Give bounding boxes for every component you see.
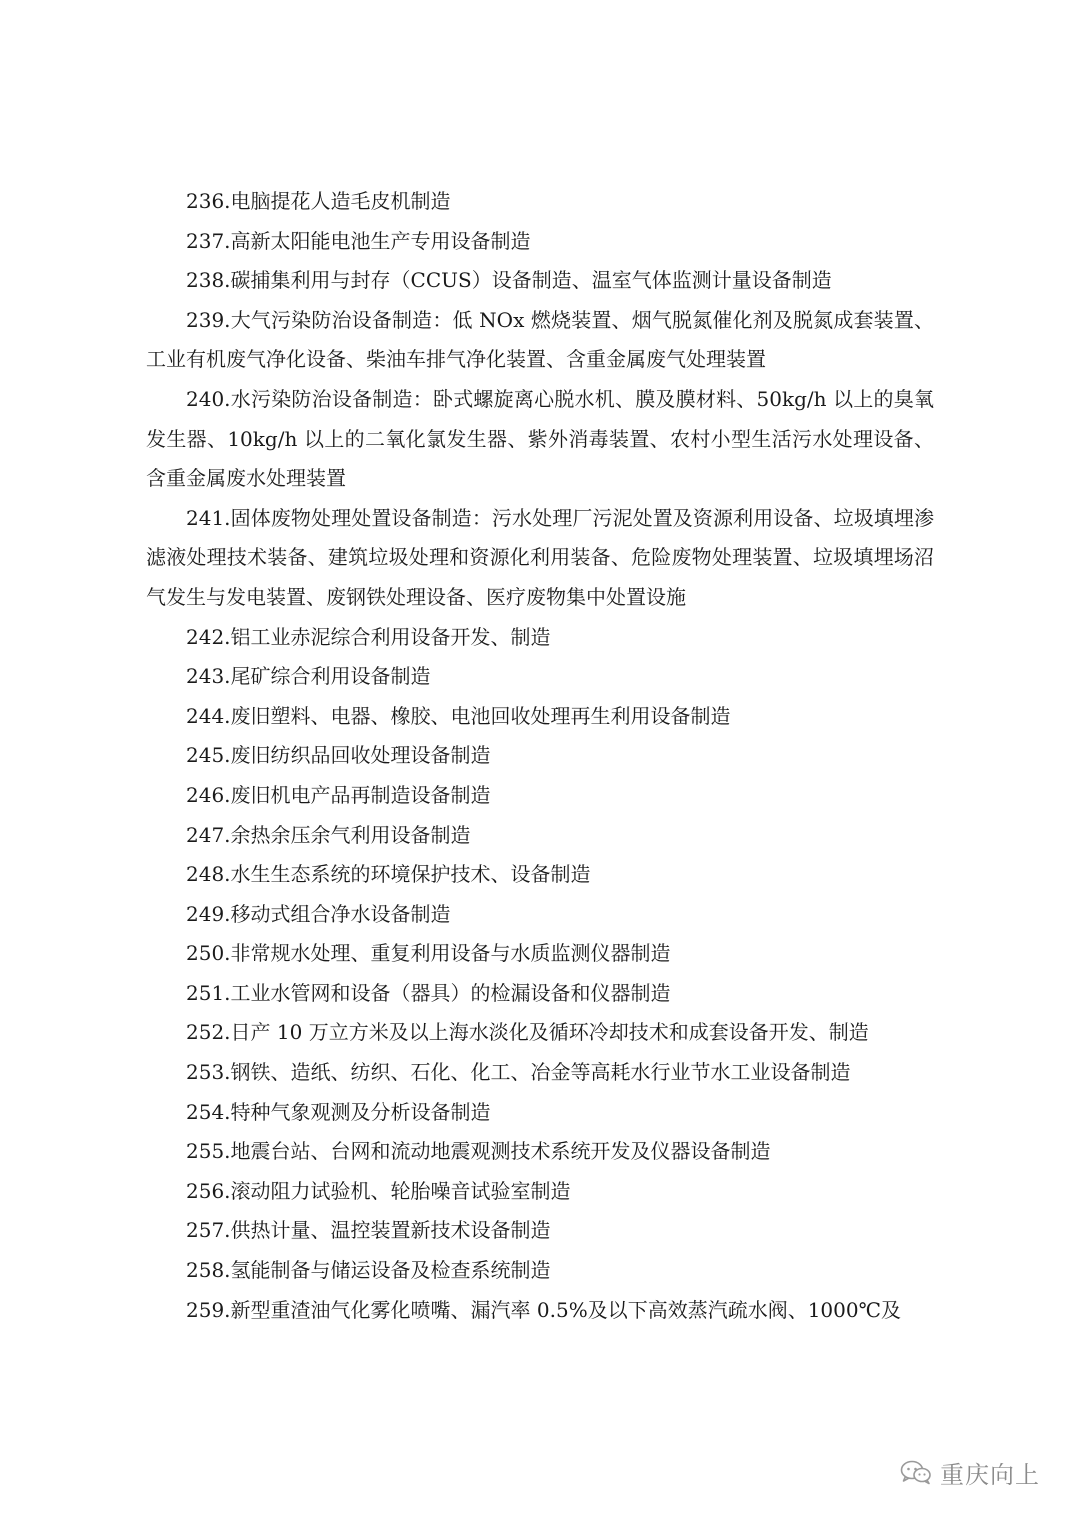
wechat-icon	[900, 1459, 932, 1485]
list-item: 245.废旧纺织品回收处理设备制造	[186, 743, 491, 768]
list-item: 247.余热余压余气利用设备制造	[186, 822, 471, 847]
list-item: 240.水污染防治设备制造：卧式螺旋离心脱水机、膜及膜材料、50kg/h 以上的臭氧发生器、10kg/h 以上的二氧化氯发生器、紫外消毒装置、农村小型生活污水处理设备、含重金属废水处理装置	[146, 386, 934, 491]
list-item: 243.尾矿综合利用设备制造	[186, 664, 431, 689]
list-item: 256.滚动阻力试验机、轮胎噪音试验室制造	[186, 1178, 571, 1203]
list-item: 242.铝工业赤泥综合利用设备开发、制造	[186, 624, 551, 649]
list-item: 246.废旧机电产品再制造设备制造	[186, 782, 491, 807]
list-item: 255.地震台站、台网和流动地震观测技术系统开发及仪器设备制造	[186, 1139, 771, 1164]
list-item: 249.移动式组合净水设备制造	[186, 901, 451, 926]
list-item: 252.日产 10 万立方米及以上海水淡化及循环冷却技术和成套设备开发、制造	[186, 1020, 869, 1045]
list-item: 253.钢铁、造纸、纺织、石化、化工、冶金等高耗水行业节水工业设备制造	[186, 1060, 851, 1085]
list-item: 259.新型重渣油气化雾化喷嘴、漏汽率 0.5%及以下高效蒸汽疏水阀、1000℃及	[186, 1297, 901, 1322]
list-item: 236.电脑提花人造毛皮机制造	[186, 189, 451, 213]
list-item: 239.大气污染防治设备制造：低 NOx 燃烧装置、烟气脱氮催化剂及脱氮成套装置、工业有机废气净化设备、柴油车排气净化装置、含重金属废气处理装置	[146, 307, 934, 372]
list-item: 254.特种气象观测及分析设备制造	[186, 1099, 491, 1124]
list-item: 250.非常规水处理、重复利用设备与水质监测仪器制造	[186, 941, 671, 966]
list-item: 237.高新太阳能电池生产专用设备制造	[186, 228, 531, 253]
list-item: 248.水生生态系统的环境保护技术、设备制造	[186, 862, 591, 887]
list-item: 238.碳捕集利用与封存（CCUS）设备制造、温室气体监测计量设备制造	[186, 268, 832, 293]
watermark-label: 重庆向上	[940, 1460, 1040, 1489]
list-item: 257.供热计量、温控装置新技术设备制造	[186, 1218, 551, 1243]
list-item: 258.氢能制备与储运设备及检查系统制造	[186, 1258, 551, 1283]
list-item: 244.废旧塑料、电器、橡胶、电池回收处理再生利用设备制造	[186, 703, 731, 728]
document-body	[146, 182, 934, 1330]
watermark	[900, 1452, 1040, 1492]
list-item: 251.工业水管网和设备（器具）的检漏设备和仪器制造	[186, 980, 671, 1005]
list-item: 241.固体废物处理处置设备制造：污水处理厂污泥处置及资源利用设备、垃圾填埋渗滤液处理技术装备、建筑垃圾处理和资源化利用装备、危险废物处理装置、垃圾填埋场沼气发生与发电装置、废钢铁处理设备、医疗废物集中处置设施	[146, 505, 934, 609]
